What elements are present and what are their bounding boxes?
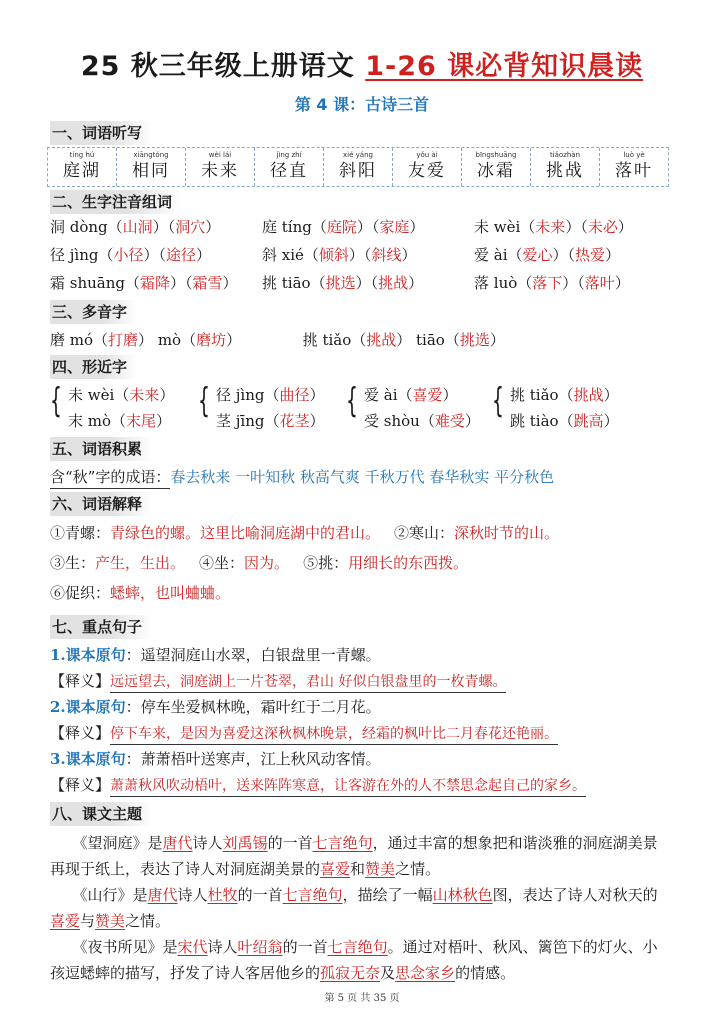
theme-keyword: 七言绝句 [282,886,343,904]
vocab-pinyin: jìng zhí [276,151,302,159]
close-paren: ） [309,386,325,404]
theme-keyword: 七言绝句 [327,938,388,956]
explanation-term: ⑥促织： [50,584,111,602]
theme-text: 《夜书所见》是 [50,938,178,956]
vocab-word: 冰霜 [477,161,515,181]
explanation-meaning: 蟋蟀，也叫蛐蛐。 [110,584,231,602]
zhuyin-char: 落 luò（ [474,274,533,292]
theme-text: 的一首 [267,834,313,852]
explanation-term: ⑤挑： [303,554,349,572]
zhuyin-char: 庭 tíng（ [262,218,327,236]
key-sentence-explanation: 远远望去，洞庭湖上一片苍翠，君山 好似白银盘里的一枚青螺。 [110,674,506,693]
vocab-pinyin: xié yáng [343,151,373,159]
vocab-word: 挑战 [546,161,584,181]
explanation-term: ③生： [50,554,96,572]
zhuyin-word: 小径 [113,246,144,264]
theme-text: 的一首 [237,886,283,904]
similar-char: 未 wèi（ [68,386,130,404]
vocab-grid [47,147,669,187]
zhuyin-char: 洞 dòng（ [50,218,123,236]
explanation-term: ②寒山： [394,524,455,542]
vocab-word: 斜阳 [339,161,377,181]
zhuyin-end: ） [409,218,425,236]
zhuyin-end: ） [614,274,630,292]
theme-keyword: 叶绍翁 [237,938,283,956]
key-sentence-text: ：遥望洞庭山水翠，白银盘里一青螺。 [125,646,381,664]
theme-keyword: 赞美 [95,912,126,930]
similar-char-bottom [68,410,171,431]
theme-text: 及 [380,964,396,982]
section-heading-key-sentences: 七、重点句子 [50,615,152,639]
zhuyin-end: ） [401,246,417,264]
zhuyin-end: ） [205,218,221,236]
key-sentence-line [50,748,690,769]
zhuyin-sep: ）（ [552,246,576,264]
similar-char-top [68,384,174,405]
zhuyin-char: 未 wèi（ [474,218,536,236]
theme-text: 之情。 [395,860,441,878]
section-heading-theme: 八、课文主题 [50,802,152,826]
close-paren: ） [309,412,325,430]
zhuyin-word: 霜降 [140,274,171,292]
idiom-list: 春去秋来 一叶知秋 秋高气爽 千秋万代 春华秋实 平分秋色 [170,468,555,486]
explanation-item [394,524,559,542]
zhuyin-item [474,272,630,293]
zhuyin-end: ） [408,274,424,292]
title-part-1: 25 秋三年级上册语文 [80,51,366,82]
similar-char-word: 曲径 [279,386,310,404]
similar-char: 挑 tiǎo（ [510,386,574,404]
theme-text: ，描绘了一幅 [342,886,433,904]
key-sentence-explanation-label: 【释义】 [50,724,111,742]
vocab-pinyin: tíng hú [69,151,95,159]
similar-char: 受 shòu（ [364,412,435,430]
theme-text: 图，表达了诗人对秋天的 [492,886,658,904]
vocab-cell [117,148,186,186]
zhuyin-word: 未来 [535,218,566,236]
section-heading-explanations: 六、词语解释 [50,492,152,516]
explanation-item [50,584,230,602]
close-paren: ） [464,412,480,430]
similar-char-word: 末尾 [126,412,157,430]
key-sentence-explanation-label: 【释义】 [50,672,111,690]
zhuyin-word: 落叶 [584,274,615,292]
theme-text: 。通过对梧叶、秋风、篱笆下的灯火、小孩逗蟋蟀的描写，抒发了诗人客居他乡的 [50,938,658,982]
brace-icon: { [492,381,504,421]
zhuyin-item [262,244,416,265]
vocab-word: 相同 [132,161,170,181]
zhuyin-char: 径 jìng（ [50,246,114,264]
similar-char: 跳 tiào（ [510,412,574,430]
vocab-pinyin: wèi lái [208,151,232,159]
zhuyin-word: 倾斜 [318,246,349,264]
theme-keyword: 思念家乡 [395,964,456,982]
polyphone-tiao-3: ） [489,331,505,349]
zhuyin-word: 斜线 [371,246,402,264]
section-heading-dictation: 一、词语听写 [50,121,152,145]
zhuyin-word: 落下 [532,274,563,292]
page-title [0,44,724,83]
zhuyin-sep: ）（ [152,218,176,236]
vocab-cell [600,148,668,186]
polyphone-tiao-word-1: 挑战 [366,331,397,349]
similar-char-bottom [364,410,480,431]
theme-keyword: 喜爱 [50,912,81,930]
similar-char-word: 喜爱 [412,386,443,404]
theme-keyword: 赞美 [365,860,396,878]
polyphone-mo-word-2: 磨坊 [196,331,227,349]
theme-keyword: 七言绝句 [312,834,373,852]
explanation-item [50,554,185,572]
zhuyin-word: 山洞 [122,218,153,236]
polyphone-tiao-2: ） tiāo（ [396,331,460,349]
theme-text: 《望洞庭》是 [50,834,163,852]
vocab-cell [462,148,531,186]
zhuyin-word: 挑战 [378,274,409,292]
zhuyin-item [474,216,633,237]
zhuyin-word: 挑选 [325,274,356,292]
key-sentence-explanation-label: 【释义】 [50,776,111,794]
polyphone-line [50,329,690,350]
similar-char-top [510,384,619,405]
zhuyin-char: 斜 xié（ [262,246,319,264]
zhuyin-item [50,272,238,293]
zhuyin-word: 家庭 [379,218,410,236]
zhuyin-end: ） [222,274,238,292]
key-sentence-text: ：停车坐爱枫林晚，霜叶红于二月花。 [125,698,381,716]
theme-text: 诗人 [177,886,208,904]
similar-char-bottom [216,410,325,431]
zhuyin-word: 热爱 [575,246,606,264]
explanation-item [50,524,380,542]
zhuyin-item [262,216,424,237]
explanation-item [303,554,468,572]
vocab-cell [324,148,393,186]
explanation-term: ①青螺： [50,524,111,542]
theme-keyword: 宋代 [177,938,208,956]
zhuyin-item [262,272,423,293]
theme-keyword: 山林秋色 [432,886,493,904]
close-paren: ） [603,386,619,404]
theme-keyword: 杜牧 [207,886,238,904]
similar-char: 茎 jīng（ [216,412,280,430]
zhuyin-word: 途径 [166,246,197,264]
polyphone-mo-1: 磨 mó（ [50,331,109,349]
key-sentence-label: 2.课本原句 [50,698,126,716]
vocab-word: 友爱 [408,161,446,181]
similar-char: 径 jìng（ [216,386,280,404]
similar-char: 末 mò（ [68,412,127,430]
similar-char-word: 未来 [129,386,160,404]
vocab-pinyin: xiāngtóng [133,151,169,159]
zhuyin-item [50,216,220,237]
key-sentence-line [50,644,690,665]
zhuyin-word: 爱心 [522,246,553,264]
vocab-cell [48,148,117,186]
theme-keyword: 唐代 [162,834,193,852]
key-sentence-explanation-line [50,670,690,691]
zhuyin-end: ） [605,246,621,264]
explanation-meaning: 用细长的东西拨。 [348,554,469,572]
theme-paragraph [50,830,670,882]
brace-icon: { [198,381,210,421]
theme-text: 和 [350,860,366,878]
vocab-cell [186,148,255,186]
explanation-meaning: 青绿色的螺。这里比喻洞庭湖中的君山。 [110,524,381,542]
vocab-word: 落叶 [615,161,653,181]
theme-paragraph [50,934,670,986]
theme-text: ，通过丰富的想象把和谐淡雅的洞庭湖美景再现于纸上，表达了诗人对洞庭湖美景的 [50,834,658,878]
polyphone-mo-3: ） [226,331,242,349]
key-sentence-explanation: 停下车来，是因为喜爱这深秋枫林晚景，经霜的枫叶比二月春花还艳丽。 [110,726,558,745]
explanation-line [50,522,690,543]
zhuyin-item [474,244,620,265]
polyphone-mo-word-1: 打磨 [108,331,139,349]
zhuyin-end: ） [196,246,212,264]
zhuyin-word: 庭院 [326,218,357,236]
similar-char-word: 难受 [434,412,465,430]
theme-keyword: 刘禹锡 [222,834,268,852]
theme-text: 的情感。 [455,964,516,982]
theme-paragraph [50,882,670,934]
key-sentence-text: ：萧萧梧叶送寒声，江上秋风动客情。 [125,750,381,768]
similar-char: 爱 ài（ [364,386,413,404]
zhuyin-item [50,244,211,265]
similar-char-bottom [510,410,619,431]
close-paren: ） [159,386,175,404]
zhuyin-end: ） [617,218,633,236]
idiom-line [50,466,690,487]
explanation-meaning: 因为。 [244,554,290,572]
vocab-cell [531,148,600,186]
zhuyin-word: 霜雪 [192,274,223,292]
similar-char-word: 挑战 [573,386,604,404]
zhuyin-sep: ）（ [562,274,585,292]
explanation-term: ④坐： [199,554,245,572]
vocab-pinyin: yǒu ài [416,151,438,159]
theme-text: 诗人 [192,834,223,852]
lesson-subtitle: 第 4 课：古诗三首 [294,95,430,114]
explanation-meaning: 深秋时节的山。 [454,524,560,542]
section-heading-polyphone: 三、多音字 [50,300,137,324]
idiom-label: 含“秋”字的成语： [50,468,170,489]
explanation-meaning: 产生，生出。 [95,554,186,572]
zhuyin-word: 洞穴 [175,218,206,236]
theme-text: 诗人 [207,938,238,956]
brace-icon: { [346,381,358,421]
vocab-pinyin: tiǎozhàn [549,151,581,159]
brace-icon: { [50,381,62,421]
theme-text: 与 [80,912,96,930]
zhuyin-char: 霜 shuāng（ [50,274,140,292]
vocab-cell [393,148,462,186]
theme-text: 的一首 [282,938,328,956]
vocab-word: 未来 [201,161,239,181]
theme-keyword: 唐代 [147,886,178,904]
explanation-line [50,552,690,573]
zhuyin-word: 未必 [587,218,618,236]
close-paren: ） [156,412,172,430]
close-paren: ） [442,386,458,404]
explanation-line [50,582,690,603]
page-footer: 第 5 页 共 35 页 [324,993,400,1004]
key-sentence-label: 1.课本原句 [50,646,126,664]
vocab-pinyin: bīngshuāng [475,151,517,159]
similar-char-word: 花茎 [279,412,310,430]
similar-char-word: 跳高 [573,412,604,430]
theme-text: 《山行》是 [50,886,148,904]
key-sentence-explanation-line [50,722,690,743]
zhuyin-sep: ）（ [565,218,588,236]
key-sentence-explanation: 萧萧秋风吹动梧叶，送来阵阵寒意，让客游在外的人不禁思念起自己的家乡。 [110,778,586,797]
polyphone-mo-2: ） mò（ [138,331,197,349]
key-sentence-label: 3.课本原句 [50,750,126,768]
zhuyin-sep: ）（ [170,274,193,292]
key-sentence-explanation-line [50,774,690,795]
section-heading-similar-chars: 四、形近字 [50,355,137,379]
polyphone-tiao-word-2: 挑选 [459,331,490,349]
section-heading-accumulation: 五、词语积累 [50,437,152,461]
section-heading-zhuyin: 二、生字注音组词 [50,190,182,214]
vocab-word: 径直 [270,161,308,181]
zhuyin-sep: ）（ [355,274,379,292]
zhuyin-sep: ）（ [143,246,167,264]
theme-keyword: 孤寂无奈 [320,964,381,982]
zhuyin-char: 挑 tiāo（ [262,274,326,292]
vocab-pinyin: luò yè [623,151,645,159]
theme-keyword: 喜爱 [320,860,351,878]
explanation-item [199,554,289,572]
zhuyin-char: 爱 ài（ [474,246,523,264]
theme-text: 之情。 [125,912,171,930]
polyphone-tiao-1: 挑 tiǎo（ [302,331,367,349]
vocab-cell [255,148,324,186]
vocab-word: 庭湖 [63,161,101,181]
zhuyin-sep: ）（ [348,246,372,264]
title-part-2: 1-26 课必背知识晨读 [365,51,644,82]
close-paren: ） [603,412,619,430]
similar-char-top [364,384,458,405]
key-sentence-line [50,696,690,717]
zhuyin-sep: ）（ [356,218,380,236]
similar-char-top [216,384,325,405]
